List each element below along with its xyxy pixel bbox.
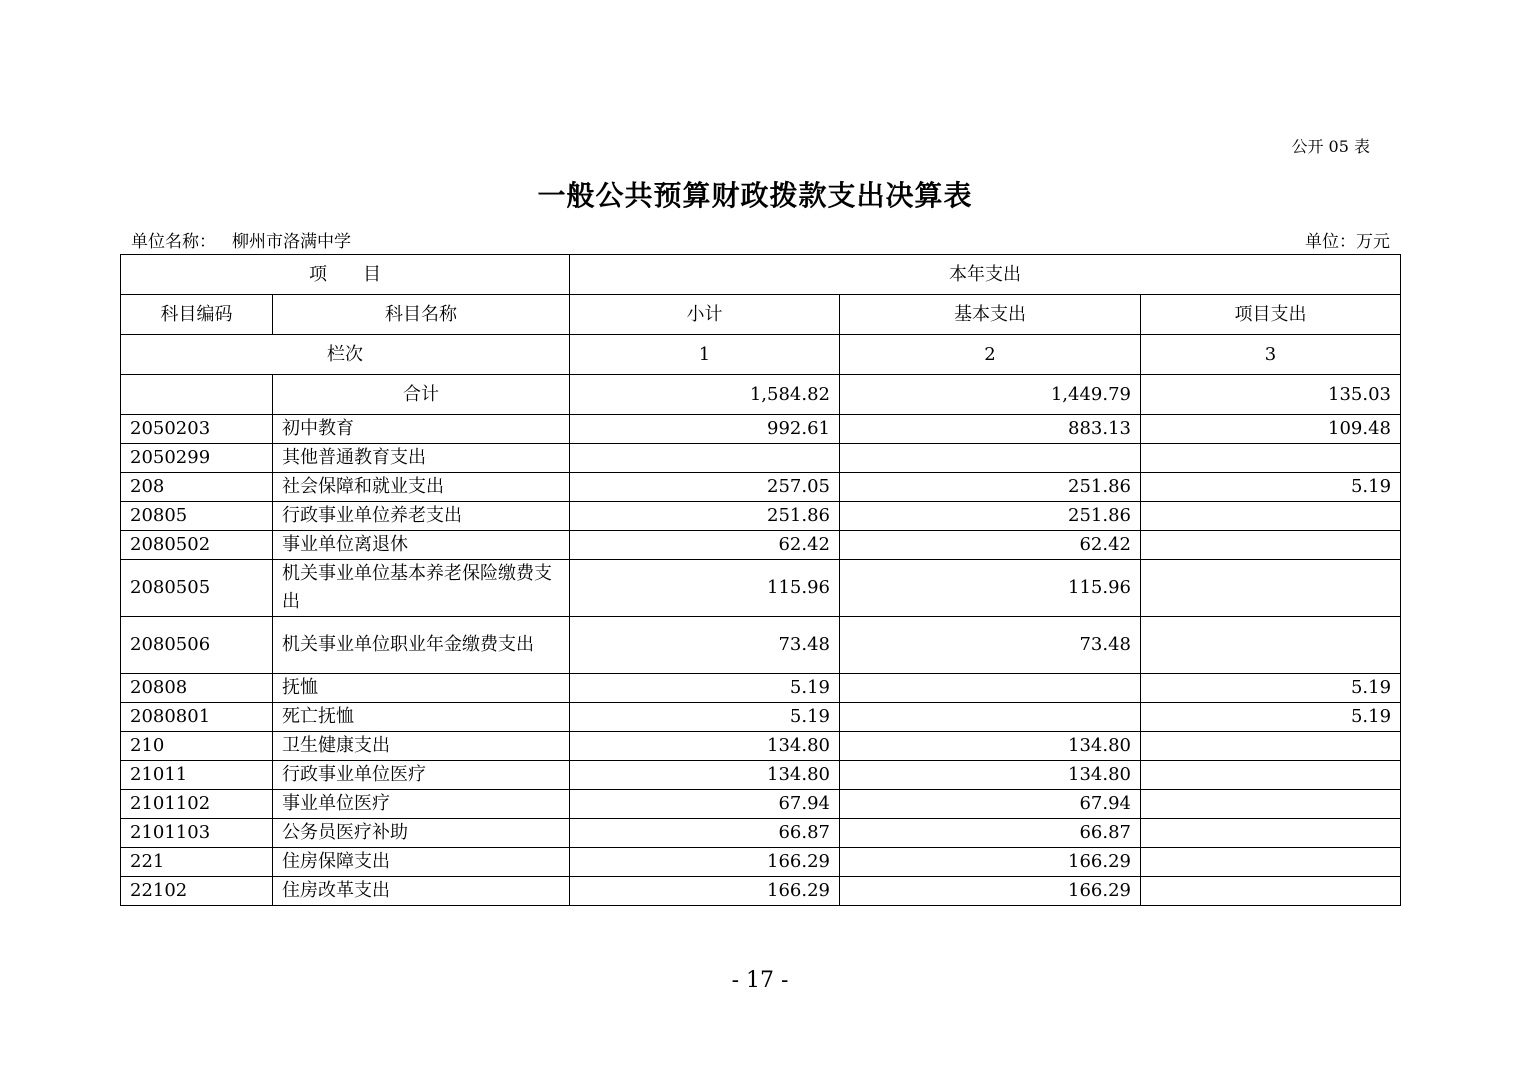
- cell-code: 20805: [121, 502, 273, 531]
- cell-project: [1141, 790, 1401, 819]
- cell-name: 住房改革支出: [273, 877, 570, 906]
- total-row: [121, 375, 1401, 415]
- cell-project: [1141, 502, 1401, 531]
- header-row-1: [121, 255, 1401, 295]
- cell-name: 事业单位离退休: [273, 531, 570, 560]
- table-row: [121, 674, 1401, 703]
- cell-project: [1141, 531, 1401, 560]
- header-year-expenditure: 本年支出: [570, 255, 1401, 295]
- cell-code: 2101103: [121, 819, 273, 848]
- header-row-2: [121, 295, 1401, 335]
- cell-name: 初中教育: [273, 415, 570, 444]
- cell-code: 2080801: [121, 703, 273, 732]
- header-name: 科目名称: [273, 295, 570, 335]
- cell-basic: 73.48: [840, 617, 1141, 674]
- unit-name-value: 柳州市洛满中学: [232, 232, 351, 252]
- column-index-3: 3: [1141, 335, 1401, 375]
- cell-project: [1141, 819, 1401, 848]
- cell-project: [1141, 877, 1401, 906]
- cell-basic: 62.42: [840, 531, 1141, 560]
- cell-basic: [840, 674, 1141, 703]
- page-number: - 17 -: [731, 968, 789, 993]
- cell-basic: 883.13: [840, 415, 1141, 444]
- cell-project: [1141, 848, 1401, 877]
- cell-subtotal: 115.96: [570, 560, 840, 617]
- total-project: 135.03: [1141, 375, 1401, 415]
- header-row-3: [121, 335, 1401, 375]
- table-row: [121, 732, 1401, 761]
- header-item: 项 目: [121, 255, 570, 295]
- table-row: [121, 877, 1401, 906]
- cell-subtotal: 73.48: [570, 617, 840, 674]
- cell-basic: 251.86: [840, 473, 1141, 502]
- cell-name: 死亡抚恤: [273, 703, 570, 732]
- cell-subtotal: 5.19: [570, 703, 840, 732]
- column-index-2: 2: [840, 335, 1141, 375]
- table-row: [121, 444, 1401, 473]
- cell-code: 20808: [121, 674, 273, 703]
- cell-basic: 166.29: [840, 848, 1141, 877]
- total-subtotal: 1,584.82: [570, 375, 840, 415]
- cell-subtotal: 134.80: [570, 761, 840, 790]
- cell-subtotal: 257.05: [570, 473, 840, 502]
- header-column-index: 栏次: [121, 335, 570, 375]
- table-row: [121, 617, 1401, 674]
- cell-code: 22102: [121, 877, 273, 906]
- table-row: [121, 848, 1401, 877]
- cell-name: 行政事业单位养老支出: [273, 502, 570, 531]
- cell-basic: 166.29: [840, 877, 1141, 906]
- unit-name-line: [131, 227, 351, 252]
- cell-basic: [840, 703, 1141, 732]
- table-row: [121, 473, 1401, 502]
- cell-basic: 251.86: [840, 502, 1141, 531]
- total-basic: 1,449.79: [840, 375, 1141, 415]
- table-row: [121, 415, 1401, 444]
- table-row: [121, 703, 1401, 732]
- cell-name: 机关事业单位基本养老保险缴费支出: [273, 560, 570, 617]
- cell-basic: [840, 444, 1141, 473]
- budget-table: [120, 254, 1401, 906]
- table-row: [121, 761, 1401, 790]
- cell-code: 208: [121, 473, 273, 502]
- cell-project: 5.19: [1141, 674, 1401, 703]
- header-basic: 基本支出: [840, 295, 1141, 335]
- table-row: [121, 502, 1401, 531]
- cell-subtotal: 5.19: [570, 674, 840, 703]
- header-project: 项目支出: [1141, 295, 1401, 335]
- cell-project: [1141, 444, 1401, 473]
- currency-unit: 单位：万元: [1305, 232, 1390, 252]
- header-subtotal: 小计: [570, 295, 840, 335]
- cell-subtotal: 66.87: [570, 819, 840, 848]
- cell-basic: 115.96: [840, 560, 1141, 617]
- header-code: 科目编码: [121, 295, 273, 335]
- cell-project: [1141, 617, 1401, 674]
- cell-project: [1141, 560, 1401, 617]
- total-label: 合计: [273, 375, 570, 415]
- table-row: [121, 790, 1401, 819]
- cell-subtotal: 134.80: [570, 732, 840, 761]
- cell-project: 5.19: [1141, 473, 1401, 502]
- cell-code: 221: [121, 848, 273, 877]
- cell-code: 2080505: [121, 560, 273, 617]
- cell-basic: 66.87: [840, 819, 1141, 848]
- cell-subtotal: 251.86: [570, 502, 840, 531]
- column-index-1: 1: [570, 335, 840, 375]
- cell-code: 2050299: [121, 444, 273, 473]
- cell-subtotal: [570, 444, 840, 473]
- cell-code: 210: [121, 732, 273, 761]
- cell-project: 109.48: [1141, 415, 1401, 444]
- cell-name: 社会保障和就业支出: [273, 473, 570, 502]
- cell-name: 其他普通教育支出: [273, 444, 570, 473]
- cell-basic: 134.80: [840, 732, 1141, 761]
- table-row: [121, 819, 1401, 848]
- cell-name: 抚恤: [273, 674, 570, 703]
- page-title: 一般公共预算财政拨款支出决算表: [537, 179, 973, 212]
- cell-project: 5.19: [1141, 703, 1401, 732]
- total-code: [121, 375, 273, 415]
- cell-basic: 134.80: [840, 761, 1141, 790]
- cell-name: 行政事业单位医疗: [273, 761, 570, 790]
- cell-project: [1141, 732, 1401, 761]
- cell-subtotal: 67.94: [570, 790, 840, 819]
- cell-subtotal: 62.42: [570, 531, 840, 560]
- cell-name: 公务员医疗补助: [273, 819, 570, 848]
- form-number: 公开 05 表: [1291, 137, 1370, 156]
- unit-name-label: 单位名称：: [131, 232, 216, 252]
- cell-subtotal: 166.29: [570, 848, 840, 877]
- cell-code: 2080502: [121, 531, 273, 560]
- cell-code: 2080506: [121, 617, 273, 674]
- cell-name: 机关事业单位职业年金缴费支出: [273, 617, 570, 674]
- cell-name: 住房保障支出: [273, 848, 570, 877]
- cell-name: 事业单位医疗: [273, 790, 570, 819]
- cell-code: 21011: [121, 761, 273, 790]
- cell-name: 卫生健康支出: [273, 732, 570, 761]
- cell-code: 2050203: [121, 415, 273, 444]
- cell-project: [1141, 761, 1401, 790]
- cell-subtotal: 992.61: [570, 415, 840, 444]
- cell-code: 2101102: [121, 790, 273, 819]
- table-row: [121, 560, 1401, 617]
- cell-subtotal: 166.29: [570, 877, 840, 906]
- table-row: [121, 531, 1401, 560]
- cell-basic: 67.94: [840, 790, 1141, 819]
